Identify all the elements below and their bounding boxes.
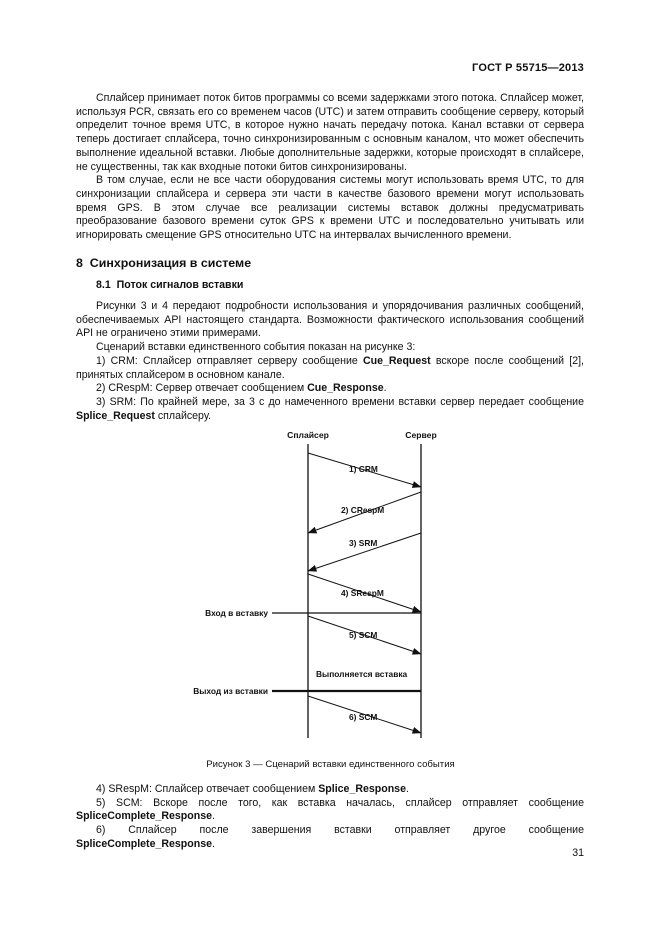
list-item-6-tail: . <box>212 837 215 850</box>
intro-paragraph-2: В том случае, если не все части оборудования системы могут использовать время UTC, то для синхронизации сплайсера и сервера эти части в качестве базового времени могут использовать время GPS. В этом случае все реализации системы вставок должны предусматривать преобразование базового времени суток GPS к времени UTC и последовательно учитывать или игнорировать смещение GPS относительно UTC на интервалах вычисленного времени. <box>76 174 584 242</box>
list-item-1-text: 1) CRM: Сплайсер отправляет серверу сообщение <box>96 354 363 367</box>
list-item-3-text: 3) SRM: По крайней мере, за 3 с до намеченного времени вставки сервер передает сообщение <box>96 395 584 408</box>
insertion-start-label: Вход в вставку <box>205 608 268 618</box>
message-label-2: 2) CRespM <box>341 505 385 515</box>
insertion-end-label: Выход из вставки <box>193 686 268 696</box>
list-item-3-tail: сплайсеру. <box>154 409 212 422</box>
page-header-standard: ГОСТ Р 55715—2013 <box>472 62 584 74</box>
list-item-2-text: 2) CRespM: Сервер отвечает сообщением <box>96 382 308 395</box>
insertion-in-progress-label: Выполняется вставка <box>316 669 408 679</box>
message-label-6: 6) SCM <box>349 712 378 722</box>
after-figure-text <box>76 783 584 852</box>
message-label-1: 1) CRM <box>349 464 378 474</box>
list-item-4-message: Splice_Response <box>318 783 406 795</box>
message-label-4: 4) SRespM <box>341 588 384 598</box>
message-label-5: 5) SCM <box>349 630 378 640</box>
server-lifeline-label: Сервер <box>405 430 437 440</box>
figure-caption: Рисунок 3 — Сценарий вставки единственного события <box>206 759 455 770</box>
intro-paragraph-1: Сплайсер принимает поток битов программы со всеми задержками этого потока. Сплайсер может, используя PCR, связать его со временем часов (UTC) и затем отправить сообщение серверу, который определит точное время UTC, в которое нужно начать передачу потока. Канал вставки от сервера теперь достигает сплайсера, точно синхронизированным с основным каналом, что может обеспечить выполнение идеальной вставки. Любые дополнительные задержки, которые происходят в сплайсере, не существенны, так как входные потоки битов синхронизированы. <box>76 92 584 173</box>
list-item-5-tail: . <box>212 810 215 823</box>
list-item-5-text: 5) SCM: Вскоре после того, как вставка началась, сплайсер отправляет сообщение <box>96 796 584 809</box>
section-number: 8 <box>76 256 83 270</box>
list-item-2-tail: . <box>383 382 387 395</box>
list-item-2-message: Cue_Response <box>307 382 384 395</box>
list-item-5-message: SpliceComplete_Response <box>76 810 212 823</box>
sub-paragraph-1: Рисунки 3 и 4 передают подробности использования и упорядочивания различных сообщений, обеспечиваемых API настоящего стандарта. Возможности фактического использования сообщений API не ограничено этими примерами. <box>76 300 584 340</box>
message-label-3: 3) SRM <box>349 538 378 548</box>
subsection-title: Поток сигналов вставки <box>116 279 244 291</box>
list-item-3-message: Splice_Request <box>76 409 155 422</box>
list-item-1-message: Cue_Request <box>363 354 431 367</box>
list-item-4 <box>76 783 584 797</box>
list-item-4-text: 4) SRespM: Сплайсер отвечает сообщением <box>96 783 319 795</box>
splicer-lifeline-label: Сплайсер <box>287 430 329 440</box>
page-number: 31 <box>572 847 584 859</box>
list-item-5 <box>76 797 584 824</box>
list-item-6-text: 6) Сплайсер после завершения вставки отправляет другое сообщение <box>96 824 584 837</box>
section-title: Синхронизация в системе <box>89 256 252 270</box>
sub-paragraph-2: Сценарий вставки единственного события показан на рисунке 3: <box>96 341 416 354</box>
list-item-1-tail: вскоре после сообщений [2], принятых сплайсером в основном канале. <box>76 354 584 381</box>
list-item-4-tail: . <box>405 783 409 795</box>
list-item-6-message: SpliceComplete_Response <box>76 837 212 850</box>
subsection-number: 8.1 <box>96 279 111 291</box>
list-item-6 <box>76 824 584 851</box>
